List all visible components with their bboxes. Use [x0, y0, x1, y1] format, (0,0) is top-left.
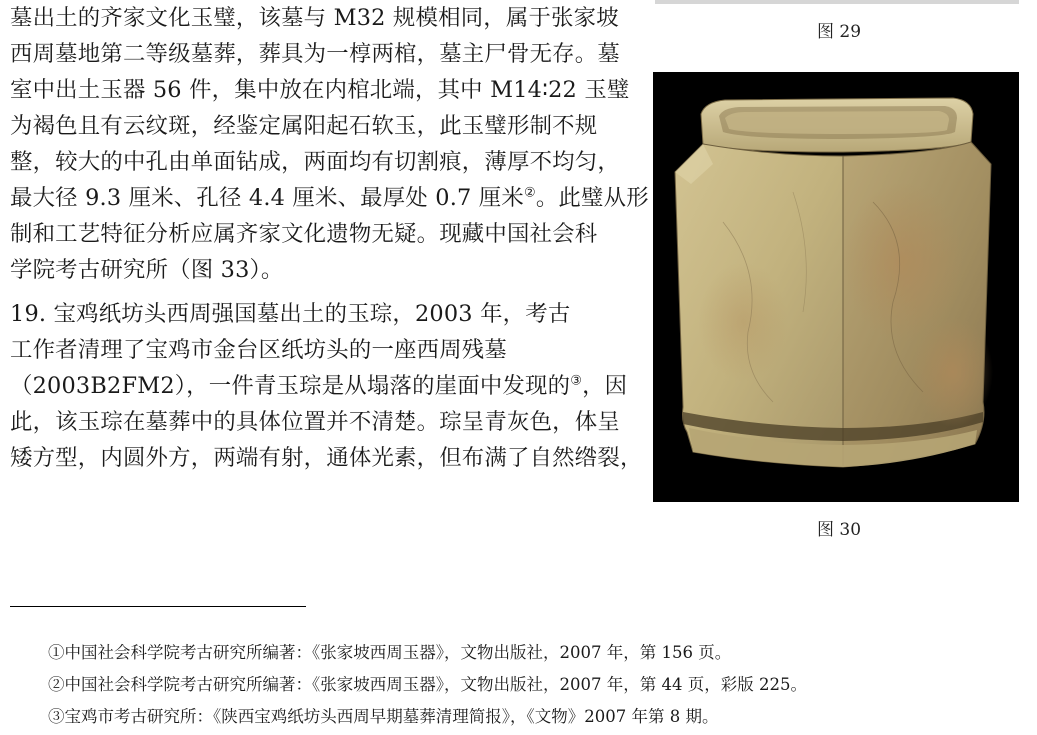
- body-line-6: [10, 184, 649, 212]
- figure-30-caption: 图 30: [817, 520, 862, 540]
- body-line-11: [10, 372, 628, 400]
- body-line-2: 西周墓地第二等级墓葬，葬具为一椁两棺，墓主尸骨无存。墓: [10, 41, 620, 67]
- body-line-11-text: （2003B2FM2），一件青玉琮是从塌落的崖面中发现的: [10, 373, 571, 399]
- body-line-12: 此，该玉琮在墓葬中的具体位置并不清楚。琮呈青灰色，体呈: [10, 409, 620, 435]
- body-line-6-tail: 。此璧从形: [535, 185, 649, 211]
- body-line-6-text: 最大径 9.3 厘米、孔径 4.4 厘米、最厚处 0.7 厘米: [10, 185, 524, 211]
- jade-cong-illustration: [653, 72, 1019, 502]
- footnote-3: ③宝鸡市考古研究所：《陕西宝鸡纸坊头西周早期墓葬清理简报》，《文物》2007 年第 8 期。: [48, 707, 719, 726]
- body-line-11-tail: ，因: [582, 373, 628, 399]
- body-line-4: 为褐色且有云纹斑，经鉴定属阳起石软玉，此玉璧形制不规: [10, 113, 598, 139]
- body-line-13: 矮方型，内圆外方，两端有射，通体光素，但布满了自然绺裂，: [10, 445, 643, 471]
- body-line-10: 工作者清理了宝鸡市金台区纸坊头的一座西周残墓: [10, 337, 507, 363]
- footnote-1: ①中国社会科学院考古研究所编著：《张家坡西周玉器》，文物出版社，2007 年，第 156 页。: [48, 643, 732, 662]
- body-line-8: 学院考古研究所（图 33）。: [10, 257, 284, 283]
- figure-29-caption: 图 29: [817, 22, 862, 42]
- footnote-2: ②中国社会科学院考古研究所编著：《张家坡西周玉器》，文物出版社，2007 年，第 44 页，彩版 225。: [48, 675, 807, 694]
- body-line-5: 整，较大的中孔由单面钻成，两面均有切割痕，薄厚不均匀，: [10, 149, 620, 175]
- footnote-marker-3[interactable]: ③: [570, 373, 583, 389]
- body-line-3: 室中出土玉器 56 件，集中放在内棺北端，其中 M14∶22 玉璧: [10, 77, 630, 103]
- body-line-9: 19. 宝鸡纸坊头西周强国墓出土的玉琮，2003 年，考古: [10, 301, 571, 327]
- footnote-rule: [10, 606, 306, 607]
- body-line-7: 制和工艺特征分析应属齐家文化遗物无疑。现藏中国社会科: [10, 221, 598, 247]
- figure-29-image-edge: [655, 0, 1019, 4]
- footnote-marker-2[interactable]: ②: [523, 185, 536, 201]
- figure-30-photo: [653, 72, 1019, 502]
- body-line-1: 墓出土的齐家文化玉璧，该墓与 M32 规模相同，属于张家坡: [10, 5, 619, 31]
